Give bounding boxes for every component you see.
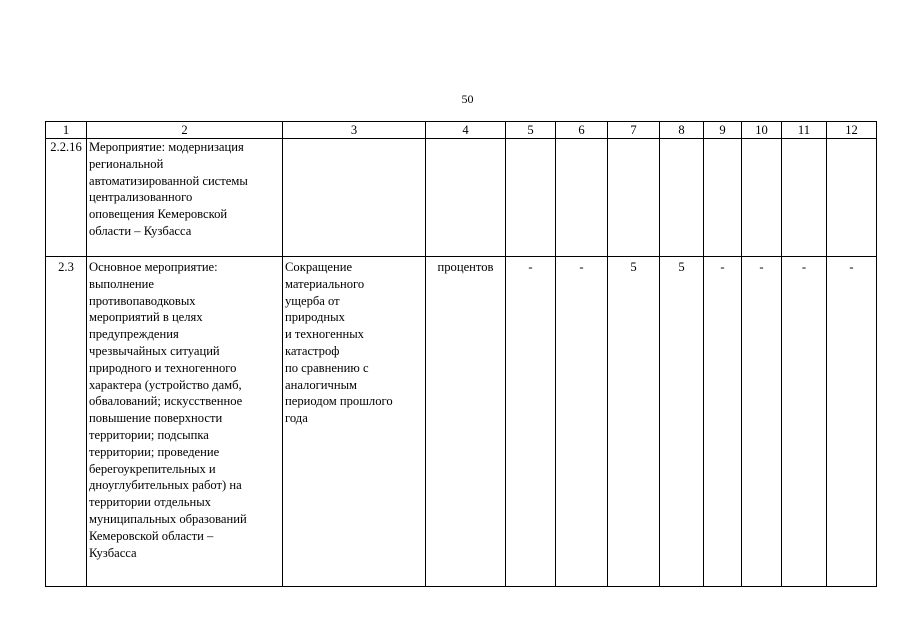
row-value-7: 5 [608,257,660,587]
column-header: 5 [506,122,556,139]
column-header: 6 [556,122,608,139]
row-unit: процентов [426,257,506,587]
row-value-11 [782,139,827,257]
row-value-5 [506,139,556,257]
row-indicator: Сокращение материального ущерба от природных и техногенных катастроф по сравнению с аналогичным периодом прошлого года [285,260,393,426]
row-value-8 [660,139,704,257]
page-number: 50 [461,92,474,106]
row-value-7 [608,139,660,257]
row-value-9: - [704,257,742,587]
row-unit [426,139,506,257]
row-code: 2.3 [46,257,87,587]
row-value-8: 5 [660,257,704,587]
row-value-12: - [827,257,877,587]
column-header: 4 [426,122,506,139]
column-header: 10 [742,122,782,139]
column-header: 3 [283,122,426,139]
row-value-6: - [556,257,608,587]
table-row [46,139,877,257]
column-header: 2 [87,122,283,139]
column-header: 7 [608,122,660,139]
row-code: 2.2.16 [46,139,87,257]
row-activity: Основное мероприятие: выполнение противопаводковых мероприятий в целях предупреждения чрезвычайных ситуаций природного и техногенного характера (устройство дамб, обвалований; искусственное повышение поверхности территории; подсыпка территории; проведение берегоукрепительных и дноуглубительных работ) на территории отдельных муниципальных образований Кемеровской области – Кузбасса [89,260,247,560]
column-header: 1 [46,122,87,139]
column-header: 12 [827,122,877,139]
row-value-11: - [782,257,827,587]
row-value-10: - [742,257,782,587]
column-header: 11 [782,122,827,139]
row-value-12 [827,139,877,257]
program-table [45,121,877,587]
row-value-10 [742,139,782,257]
row-value-6 [556,139,608,257]
row-value-9 [704,139,742,257]
column-header: 9 [704,122,742,139]
header-row [46,122,877,139]
table-row [46,257,877,587]
row-value-5: - [506,257,556,587]
row-activity: Мероприятие: модернизация региональной автоматизированной системы централизованного оповещения Кемеровской области – Кузбасса [89,140,248,238]
column-header: 8 [660,122,704,139]
